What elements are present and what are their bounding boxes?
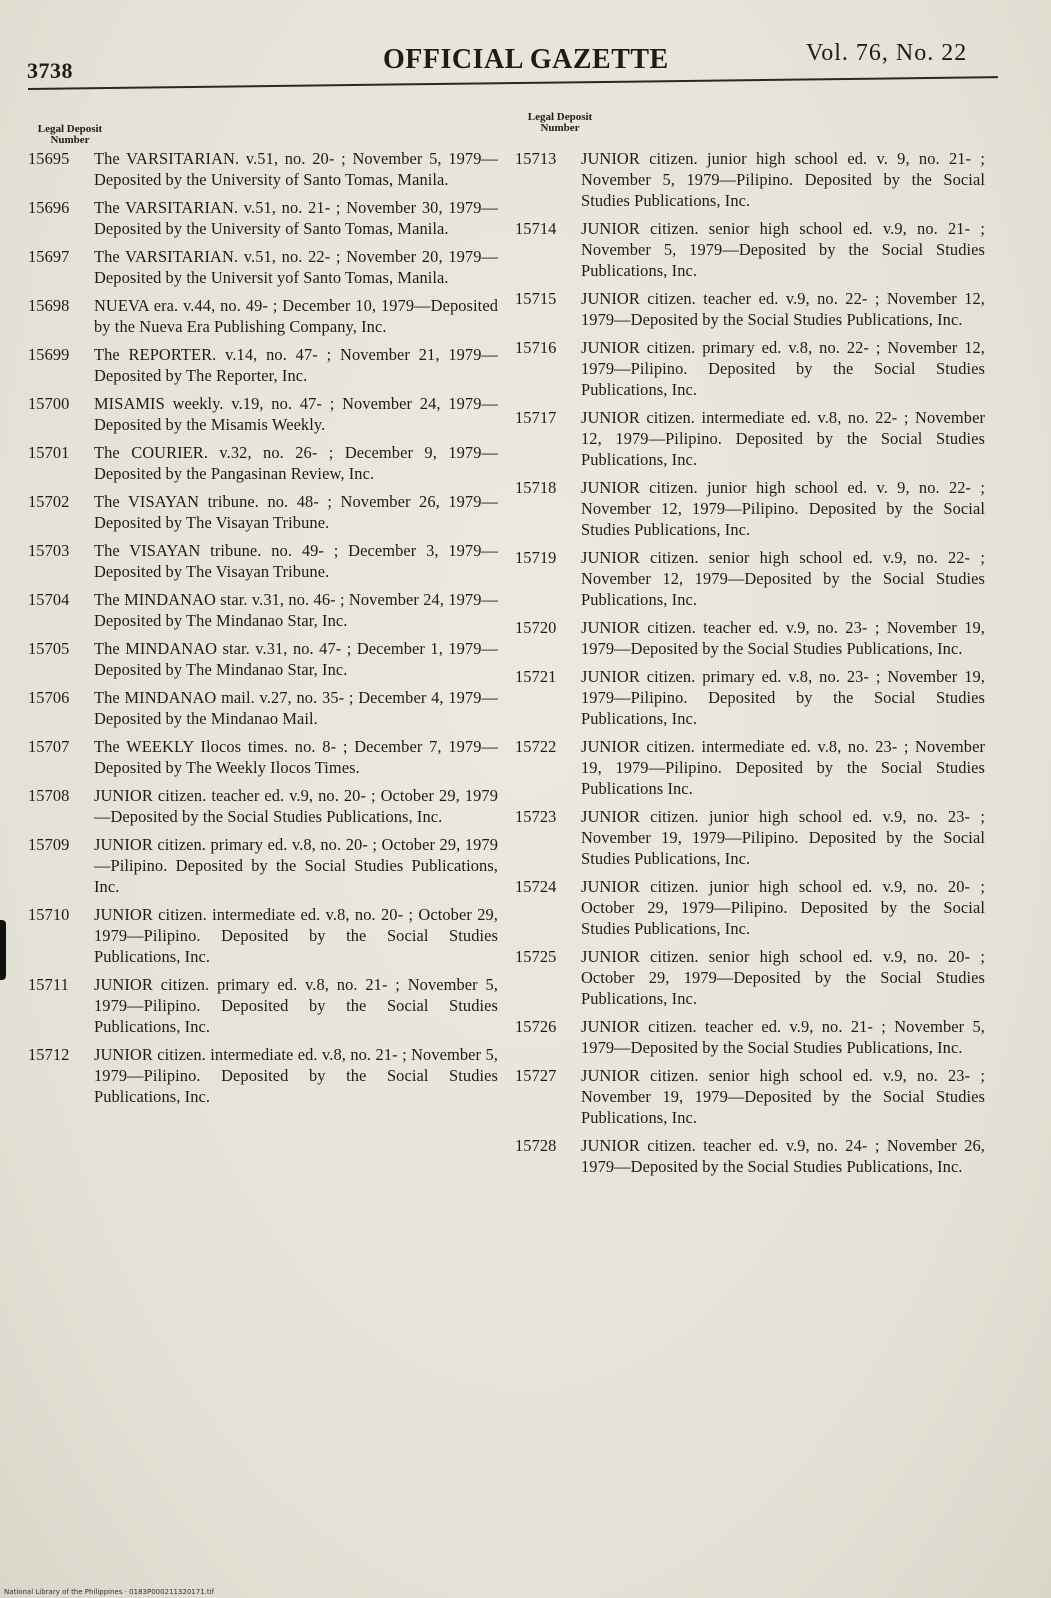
deposit-number: 15712 [28,1045,70,1064]
deposit-description: JUNIOR citizen. intermediate ed. v.8, no. 22- ; November 12, 1979—Pilipino. Deposited by the Social Studies Publications, Inc. [581,408,985,469]
deposit-description: JUNIOR citizen. teacher ed. v.9, no. 24- ; November 26, 1979—Deposited by the Social Studies Publications, Inc. [581,1136,985,1176]
deposit-description: The VISAYAN tribune. no. 48- ; November 26, 1979—Deposited by The Visayan Tribune. [94,492,498,532]
deposit-number: 15698 [28,296,70,315]
deposit-number: 15718 [515,478,557,497]
deposit-entry [515,666,985,729]
deposit-entry [515,337,985,400]
deposit-number: 15703 [28,541,70,560]
left-column-header [10,124,130,146]
deposit-description: NUEVA era. v.44, no. 49- ; December 10, 1979—Deposited by the Nueva Era Publishing Company, Inc. [94,296,498,336]
deposit-description: JUNIOR citizen. junior high school ed. v. 9, no. 22- ; November 12, 1979—Pilipino. Deposited by the Social Studies Publications, Inc. [581,478,985,539]
deposit-description: JUNIOR citizen. junior high school ed. v. 9, no. 21- ; November 5, 1979—Pilipino. Deposited by the Social Studies Publications, Inc. [581,149,985,210]
deposit-description: JUNIOR citizen. senior high school ed. v.9, no. 21- ; November 5, 1979—Deposited by the Social Studies Publications, Inc. [581,219,985,280]
header-rule [28,76,998,90]
deposit-description: The MINDANAO star. v.31, no. 47- ; December 1, 1979—Deposited by The Mindanao Star, Inc. [94,639,498,679]
right-column [515,148,985,1184]
deposit-number: 15713 [515,149,557,168]
deposit-number: 15706 [28,688,70,707]
deposit-description: The MINDANAO star. v.31, no. 46- ; November 24, 1979—Deposited by The Mindanao Star, Inc. [94,590,498,630]
deposit-entry [515,407,985,470]
deposit-number: 15700 [28,394,70,413]
deposit-number: 15701 [28,443,70,462]
deposit-description: The MINDANAO mail. v.27, no. 35- ; December 4, 1979—Deposited by the Mindanao Mail. [94,688,498,728]
deposit-description: JUNIOR citizen. intermediate ed. v.8, no. 20- ; October 29, 1979—Pilipino. Deposited by the Social Studies Publications, Inc. [94,905,498,966]
deposit-description: JUNIOR citizen. senior high school ed. v.9, no. 20- ; October 29, 1979—Deposited by the Social Studies Publications, Inc. [581,947,985,1008]
page-number: 3738 [27,58,73,83]
deposit-entry [28,638,498,680]
deposit-number: 15725 [515,947,557,966]
deposit-description: JUNIOR citizen. primary ed. v.8, no. 23- ; November 19, 1979—Pilipino. Deposited by the Social Studies Publications, Inc. [581,667,985,728]
deposit-entry [515,617,985,659]
deposit-description: JUNIOR citizen. senior high school ed. v.9, no. 22- ; November 12, 1979—Deposited by the Social Studies Publications, Inc. [581,548,985,609]
deposit-number: 15704 [28,590,70,609]
deposit-number: 15697 [28,247,70,266]
deposit-number: 15722 [515,737,557,756]
deposit-number: 15708 [28,786,70,805]
deposit-entry [28,1044,498,1107]
deposit-description: The VISAYAN tribune. no. 49- ; December 3, 1979—Deposited by The Visayan Tribune. [94,541,498,581]
deposit-description: The REPORTER. v.14, no. 47- ; November 21, 1979—Deposited by The Reporter, Inc. [94,345,498,385]
column-header-line2: Number [540,122,580,134]
deposit-number: 15709 [28,835,70,854]
deposit-entry [28,344,498,386]
binding-mark [0,920,6,980]
deposit-number: 15728 [515,1136,557,1155]
deposit-number: 15720 [515,618,557,637]
deposit-entry [515,806,985,869]
deposit-number: 15705 [28,639,70,658]
deposit-entry [515,288,985,330]
column-header-line1: Legal Deposit [527,111,593,123]
deposit-description: The COURIER. v.32, no. 26- ; December 9, 1979—Deposited by the Pangasinan Review, Inc. [94,443,498,483]
column-header-line2: Number [50,134,90,146]
deposit-description: JUNIOR citizen. teacher ed. v.9, no. 23- ; November 19, 1979—Deposited by the Social Studies Publications, Inc. [581,618,985,658]
deposit-number: 15714 [515,219,557,238]
deposit-number: 15710 [28,905,70,924]
column-header-line1: Legal Deposit [37,123,103,135]
deposit-entry [28,540,498,582]
deposit-number: 15715 [515,289,557,308]
deposit-entry [515,148,985,211]
deposit-description: JUNIOR citizen. intermediate ed. v.8, no. 23- ; November 19, 1979—Pilipino. Deposited by the Social Studies Publications Inc. [581,737,985,798]
deposit-entry [28,589,498,631]
deposit-description: JUNIOR citizen. intermediate ed. v.8, no. 21- ; November 5, 1979—Pilipino. Deposited by the Social Studies Publications, Inc. [94,1045,498,1106]
deposit-entry [28,246,498,288]
volume-issue: Vol. 76, No. 22 [806,40,968,66]
deposit-number: 15717 [515,408,557,427]
deposit-entry [515,1135,985,1177]
deposit-number: 15727 [515,1066,557,1085]
deposit-description: The VARSITARIAN. v.51, no. 22- ; November 20, 1979—Deposited by the Universit yof Santo Tomas, Manila. [94,247,498,287]
deposit-description: JUNIOR citizen. teacher ed. v.9, no. 21- ; November 5, 1979—Deposited by the Social Studies Publications, Inc. [581,1017,985,1057]
deposit-entry [28,393,498,435]
deposit-entry [28,687,498,729]
deposit-description: The VARSITARIAN. v.51, no. 20- ; November 5, 1979—Deposited by the University of Santo Tomas, Manila. [94,149,498,189]
deposit-entry [515,547,985,610]
deposit-description: JUNIOR citizen. teacher ed. v.9, no. 22- ; November 12, 1979—Deposited by the Social Studies Publications, Inc. [581,289,985,329]
deposit-description: The VARSITARIAN. v.51, no. 21- ; November 30, 1979—Deposited by the University of Santo Tomas, Manila. [94,198,498,238]
deposit-number: 15711 [28,975,69,994]
deposit-entry [28,904,498,967]
deposit-number: 15721 [515,667,557,686]
deposit-entry [28,148,498,190]
deposit-description: JUNIOR citizen. primary ed. v.8, no. 21- ; November 5, 1979—Pilipino. Deposited by the Social Studies Publications, Inc. [94,975,498,1036]
deposit-entry [28,785,498,827]
deposit-entry [515,477,985,540]
deposit-number: 15716 [515,338,557,357]
deposit-entry [515,218,985,281]
deposit-description: MISAMIS weekly. v.19, no. 47- ; November 24, 1979—Deposited by the Misamis Weekly. [94,394,498,434]
deposit-description: JUNIOR citizen. primary ed. v.8, no. 20- ; October 29, 1979—Pilipino. Deposited by the Social Studies Publications, Inc. [94,835,498,896]
deposit-description: JUNIOR citizen. junior high school ed. v.9, no. 20- ; October 29, 1979—Pilipino. Deposited by the Social Studies Publications, Inc. [581,877,985,938]
right-column-header [500,112,620,134]
deposit-entry [28,442,498,484]
deposit-entry [515,946,985,1009]
deposit-entry [28,736,498,778]
page-title: OFFICIAL GAZETTE [383,44,669,75]
deposit-number: 15695 [28,149,70,168]
deposit-number: 15702 [28,492,70,511]
deposit-number: 15699 [28,345,70,364]
deposit-entry [515,876,985,939]
deposit-entry [28,974,498,1037]
deposit-number: 15719 [515,548,557,567]
deposit-description: JUNIOR citizen. primary ed. v.8, no. 22- ; November 12, 1979—Pilipino. Deposited by the Social Studies Publications, Inc. [581,338,985,399]
left-column [28,148,498,1114]
deposit-description: JUNIOR citizen. senior high school ed. v.9, no. 23- ; November 19, 1979—Deposited by the Social Studies Publications, Inc. [581,1066,985,1127]
deposit-entry [515,1065,985,1128]
deposit-entry [515,736,985,799]
deposit-description: JUNIOR citizen. junior high school ed. v.9, no. 23- ; November 19, 1979—Pilipino. Deposited by the Social Studies Publications, Inc. [581,807,985,868]
deposit-number: 15696 [28,198,70,217]
deposit-entry [28,834,498,897]
deposit-entry [28,295,498,337]
deposit-entry [515,1016,985,1058]
deposit-description: The WEEKLY Ilocos times. no. 8- ; December 7, 1979—Deposited by The Weekly Ilocos Times. [94,737,498,777]
deposit-entry [28,197,498,239]
deposit-number: 15726 [515,1017,557,1036]
deposit-number: 15723 [515,807,557,826]
deposit-number: 15707 [28,737,70,756]
deposit-description: JUNIOR citizen. teacher ed. v.9, no. 20- ; October 29, 1979—Deposited by the Social Studies Publications, Inc. [94,786,498,826]
deposit-number: 15724 [515,877,557,896]
deposit-entry [28,491,498,533]
scan-footer: National Library of the Philippines · 0183P000211320171.tif [4,1588,215,1596]
